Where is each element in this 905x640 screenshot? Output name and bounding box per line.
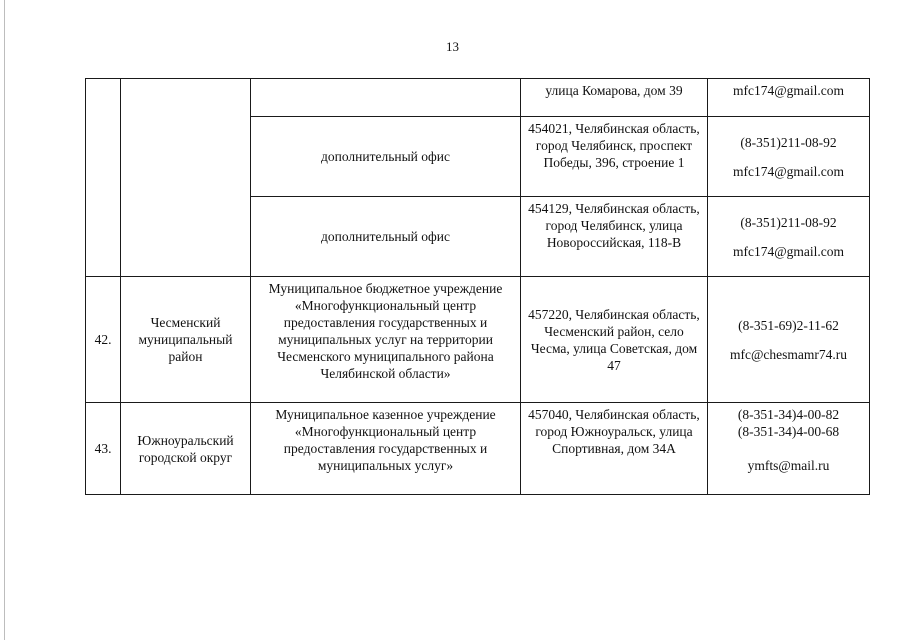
phone-text: (8-351)211-08-92: [740, 134, 837, 150]
row-number-cell: [86, 79, 121, 277]
contacts-cell: [708, 403, 870, 495]
table-row: [86, 403, 870, 495]
district-cell: Южноуральский городской округ: [121, 403, 251, 495]
address-cell: 454129, Челябинская область, город Челябинск, улица Новороссийская, 118-В: [521, 197, 708, 277]
institution-cell: Муниципальное бюджетное учреждение «Многофункциональный центр предоставления государственных и муниципальных услуг на территории Чесменского муниципального района Челябинской области»: [251, 277, 521, 403]
phone-text: (8-351-34)4-00-68: [737, 424, 840, 439]
email-text: mfc@chesmamr74.ru: [729, 346, 848, 362]
table-row: [86, 277, 870, 403]
institution-cell: дополнительный офис: [251, 197, 521, 277]
row-number-cell: 43.: [86, 403, 121, 495]
institution-cell: [251, 79, 521, 117]
mfc-offices-table: [85, 78, 870, 495]
district-cell: Чесменский муниципальный район: [121, 277, 251, 403]
phone-text: (8-351)211-08-92: [740, 214, 837, 230]
phone-text: (8-351-34)4-00-82: [737, 407, 840, 422]
institution-cell: Муниципальное казенное учреждение «Многофункциональный центр предоставления государственных и муниципальных услуг»: [251, 403, 521, 495]
district-cell: [121, 79, 251, 277]
email-text: mfc174@gmail.com: [732, 163, 845, 179]
row-number-cell: 42.: [86, 277, 121, 403]
phone-text: (8-351-69)2-11-62: [738, 317, 839, 333]
contacts-cell: [708, 117, 870, 197]
scan-edge-line: [4, 0, 5, 640]
address-cell: улица Комарова, дом 39: [521, 79, 708, 117]
email-text: mfc174@gmail.com: [732, 243, 845, 259]
contacts-cell: [708, 197, 870, 277]
contacts-cell: [708, 277, 870, 403]
email-text: mfc174@gmail.com: [732, 83, 845, 98]
institution-cell: дополнительный офис: [251, 117, 521, 197]
page-number: 13: [446, 39, 459, 54]
table-row: [86, 79, 870, 117]
contacts-cell: [708, 79, 870, 117]
address-cell: 457220, Челябинская область, Чесменский район, село Чесма, улица Советская, дом 47: [521, 277, 708, 403]
address-cell: 454021, Челябинская область, город Челябинск, проспект Победы, 396, строение 1: [521, 117, 708, 197]
address-cell: 457040, Челябинская область, город Южноуральск, улица Спортивная, дом 34А: [521, 403, 708, 495]
email-text: ymfts@mail.ru: [747, 458, 830, 473]
